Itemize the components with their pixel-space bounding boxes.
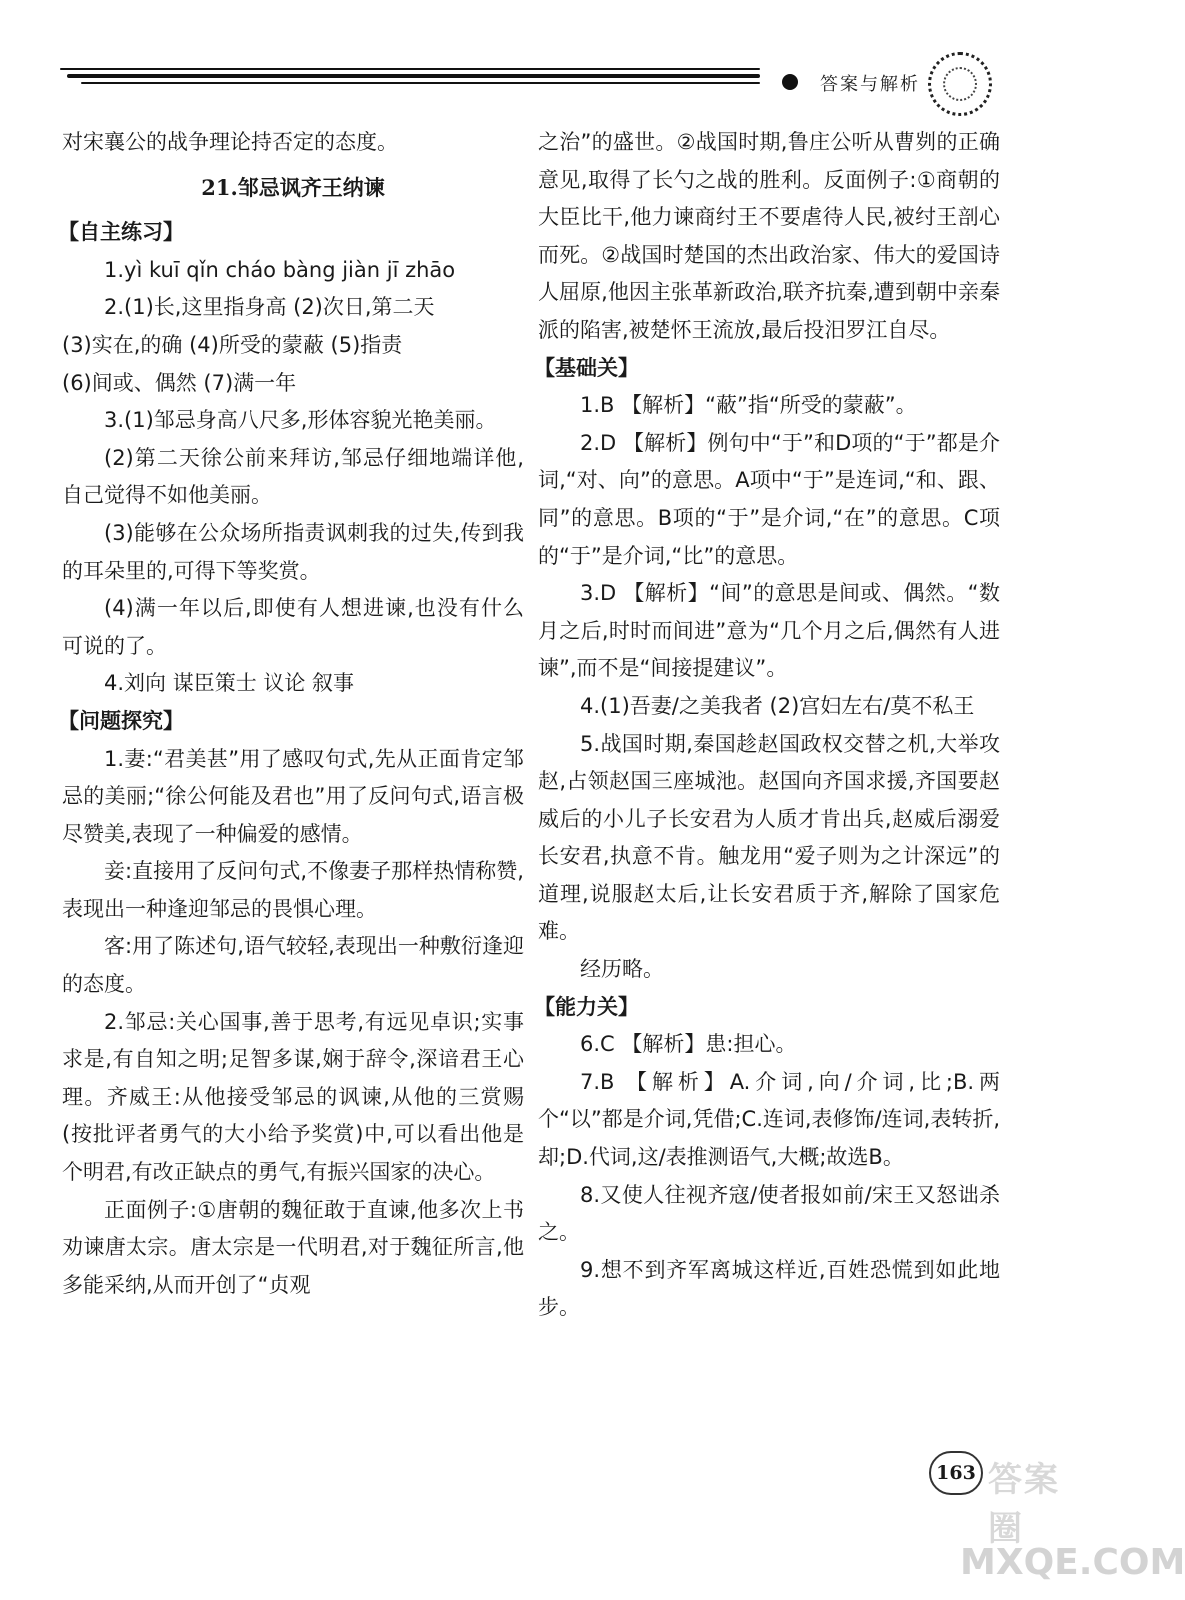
answer-paragraph: 4.(1)吾妻/之美我者 (2)宫妇左右/莫不私王	[580, 693, 975, 718]
answer-paragraph: 5.战国时期,秦国趁赵国政权交替之机,大举攻赵,占领赵国三座城池。赵国向齐国求援,齐国要赵威后的小儿子长安君为人质才肯出兵,赵威后溺爱长安君,执意不肯。触龙用“爱子则为之计深远”的道理,说服赵太后,让长安君质于齐,解除了国家危难。	[538, 731, 1000, 944]
section-label: 【自主练习】	[58, 220, 184, 245]
answer-paragraph: 1.B 【解析】“蔽”指“所受的蒙蔽”。	[580, 393, 917, 418]
answer-paragraph: 2.(1)长,这里指身高 (2)次日,第二天	[104, 295, 435, 320]
left-column	[58, 124, 524, 1304]
header-bullet-icon	[782, 74, 798, 90]
watermark-url: MXQE.COM	[960, 1542, 1185, 1583]
answer-paragraph: 6.C 【解析】患:担心。	[580, 1032, 797, 1057]
answer-paragraph: 妾:直接用了反问句式,不像妻子那样热情称赞,表现出一种逢迎邹忌的畏惧心理。	[62, 859, 524, 921]
answer-paragraph: 3.(1)邹忌身高八尺多,形体容貌光艳美丽。	[104, 408, 497, 433]
answer-paragraph: 4.刘向 谋臣策士 议论 叙事	[104, 671, 355, 696]
answer-paragraph: 客:用了陈述句,语气较轻,表现出一种敷衍逢迎的态度。	[62, 934, 524, 997]
header-rule	[60, 68, 760, 84]
answer-paragraph: (3)能够在公众场所指责讽刺我的过失,传到我的耳朵里的,可得下等奖赏。	[62, 520, 524, 583]
answer-paragraph: (4)满一年以后,即使有人想进谏,也没有什么可说的了。	[62, 596, 524, 658]
answer-paragraph: (6)间或、偶然 (7)满一年	[62, 370, 297, 395]
right-column	[534, 124, 1000, 1327]
answer-paragraph: 8.又使人往视齐寇/使者报如前/宋王又怒诎杀之。	[538, 1182, 1000, 1245]
answer-paragraph: 2.D 【解析】例句中“于”和D项的“于”都是介词,“对、向”的意思。A项中“于”是连词,“和、跟、同”的意思。B项的“于”是介词,“在”的意思。C项的“于”是介词,“比”的意思。	[538, 430, 1000, 568]
section-title: 21.邹忌讽齐王纳谏	[201, 174, 385, 200]
answer-paragraph: 对宋襄公的战争理论持否定的态度。	[62, 130, 398, 154]
answer-paragraph: 3.D 【解析】“间”的意思是间或、偶然。“数月之后,时时而间进”意为“几个月之后,偶然有人进谏”,而不是“间接提建议”。	[538, 581, 1000, 681]
answer-paragraph: 7.B 【解析】A.介词,向/介词,比;B.两个“以”都是介词,凭借;C.连词,表修饰/连词,表转折,却;D.代词,这/表推测语气,大概;故选B。	[538, 1069, 1000, 1170]
page-number: 163	[929, 1451, 983, 1495]
answer-paragraph: 之治”的盛世。②战国时期,鲁庄公听从曹刿的正确意见,取得了长勺之战的胜利。反面例子:①商朝的大臣比干,他力谏商纣王不要虐待人民,被纣王剖心而死。②战国时楚国的杰出政治家、伟大的爱国诗人屈原,他因主张革新政治,联齐抗秦,遭到朝中亲秦派的陷害,被楚怀王流放,最后投汨罗江自尽。	[538, 130, 1000, 342]
section-label: 【能力关】	[534, 994, 639, 1019]
header-title: 答案与解析	[820, 74, 920, 95]
answer-paragraph: 1.妻:“君美甚”用了感叹句式,先从正面肯定邹忌的美丽;“徐公何能及君也”用了反问句式,语言极尽赞美,表现了一种偏爱的感情。	[62, 746, 524, 846]
header-ornament-icon	[928, 52, 992, 116]
answer-paragraph: 2.邹忌:关心国事,善于思考,有远见卓识;实事求是,有自知之明;足智多谋,娴于辞令,深谙君王心理。齐威王:从他接受邹忌的讽谏,从他的三赏赐(按批评者勇气的大小给予奖赏)中,可以看出他是个明君,有改正缺点的勇气,有振兴国家的决心。	[62, 1009, 524, 1185]
section-label: 【基础关】	[534, 355, 639, 380]
answer-paragraph: 9.想不到齐军离城这样近,百姓恐慌到如此地步。	[538, 1257, 1000, 1320]
answer-paragraph: 1.yì kuī qǐn cháo bàng jiàn jī zhāo	[104, 257, 456, 282]
answer-paragraph: (3)实在,的确 (4)所受的蒙蔽 (5)指责	[62, 332, 403, 357]
answer-paragraph: (2)第二天徐公前来拜访,邹忌仔细地端详他,自己觉得不如他美丽。	[62, 445, 524, 508]
section-label: 【问题探究】	[58, 708, 184, 733]
answer-paragraph: 经历略。	[580, 957, 664, 982]
answer-paragraph: 正面例子:①唐朝的魏征敢于直谏,他多次上书劝谏唐太宗。唐太宗是一代明君,对于魏征所言,他多能采纳,从而开创了“贞观	[62, 1197, 524, 1297]
watermark-logo: 答案圈	[988, 1460, 1060, 1549]
